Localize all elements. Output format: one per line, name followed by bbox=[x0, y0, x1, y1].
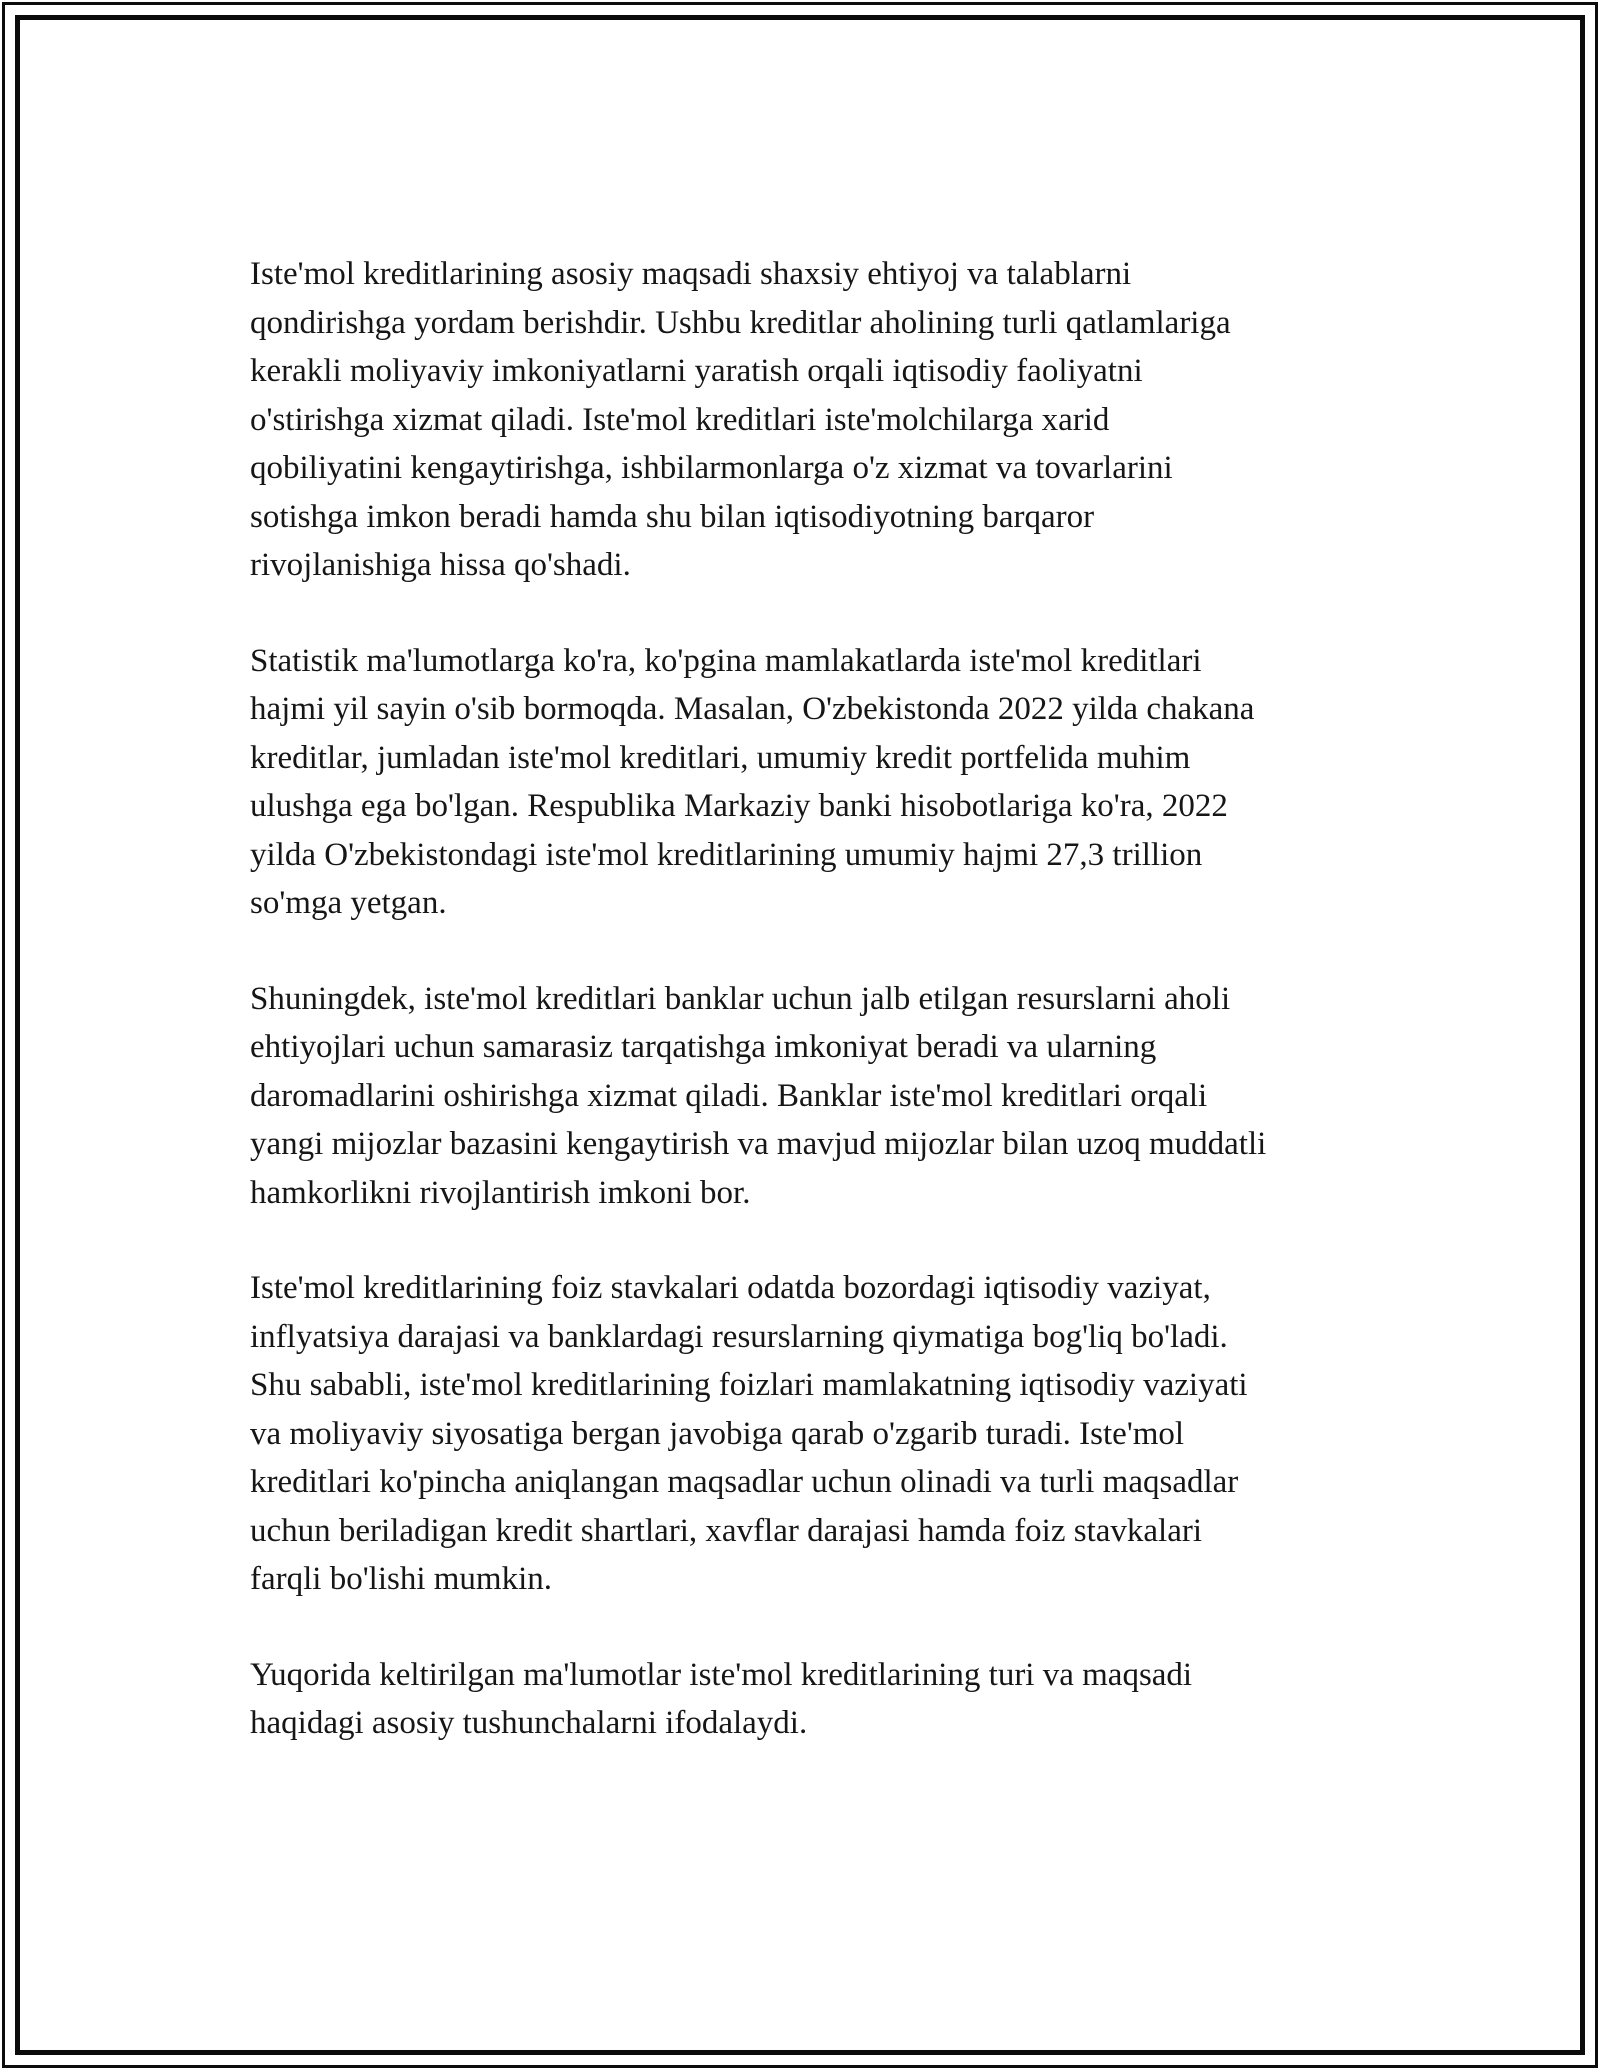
text-line: farqli bo'lishi mumkin. bbox=[250, 1561, 553, 1597]
text-line: sotishga imkon beradi hamda shu bilan iqtisodiyotning barqaror bbox=[250, 498, 1095, 535]
paragraph bbox=[250, 975, 1465, 1218]
text-line: o'stirishga xizmat qiladi. Iste'mol kreditlari iste'molchilarga xarid bbox=[250, 401, 1110, 438]
text-line: Shu sababli, iste'mol kreditlarining foizlari mamlakatning iqtisodiy vaziyati bbox=[250, 1367, 1248, 1403]
text-line: kreditlari ko'pincha aniqlangan maqsadlar uchun olinadi va turli maqsadlar bbox=[250, 1464, 1239, 1500]
paragraph bbox=[250, 250, 1465, 590]
text-line: Statistik ma'lumotlarga ko'ra, ko'pgina mamlakatlarda iste'mol kreditlari bbox=[250, 642, 1202, 679]
page-border-inner bbox=[15, 15, 1585, 2055]
text-line: va moliyaviy siyosatiga bergan javobiga qarab o'zgarib turadi. Iste'mol bbox=[250, 1415, 1185, 1452]
text-line: hajmi yil sayin o'sib bormoqda. Masalan, O'zbekistonda 2022 yilda chakana bbox=[250, 691, 1255, 727]
text-line: Yuqorida keltirilgan ma'lumotlar iste'mol kreditlarining turi va maqsadi bbox=[250, 1656, 1193, 1693]
document-text-block bbox=[250, 250, 1465, 1748]
text-line: rivojlanishiga hissa qo'shadi. bbox=[250, 547, 631, 583]
text-line: yilda O'zbekistondagi iste'mol kreditlarining umumiy hajmi 27,3 trillion bbox=[250, 836, 1203, 873]
text-line: yangi mijozlar bazasini kengaytirish va mavjud mijozlar bilan uzoq muddatli bbox=[250, 1126, 1267, 1162]
text-line: ulushga ega bo'lgan. Respublika Markaziy banki hisobotlariga ko'ra, 2022 bbox=[250, 788, 1228, 824]
text-line: Iste'mol kreditlarining foiz stavkalari odatda bozordagi iqtisodiy vaziyat, bbox=[250, 1270, 1211, 1306]
text-line: inflyatsiya darajasi va banklardagi resurslarning qiymatiga bog'liq bo'ladi. bbox=[250, 1318, 1228, 1355]
text-line: so'mga yetgan. bbox=[250, 885, 447, 921]
text-line: kerakli moliyaviy imkoniyatlarni yaratish orqali iqtisodiy faoliyatni bbox=[250, 353, 1143, 389]
text-line: Iste'mol kreditlarining asosiy maqsadi shaxsiy ehtiyoj va talablarni bbox=[250, 256, 1132, 292]
text-line: kreditlar, jumladan iste'mol kreditlari, umumiy kredit portfelida muhim bbox=[250, 739, 1191, 776]
paragraph bbox=[250, 1264, 1465, 1604]
text-line: hamkorlikni rivojlantirish imkoni bor. bbox=[250, 1174, 751, 1211]
text-line: uchun beriladigan kredit shartlari, xavflar darajasi hamda foiz stavkalari bbox=[250, 1512, 1203, 1549]
text-line: haqidagi asosiy tushunchalarni ifodalaydi. bbox=[250, 1705, 808, 1741]
text-line: ehtiyojlari uchun samarasiz tarqatishga imkoniyat beradi va ularning bbox=[250, 1029, 1157, 1065]
page-border-outer bbox=[2, 2, 1598, 2068]
paragraph bbox=[250, 1651, 1465, 1748]
text-line: Shuningdek, iste'mol kreditlari banklar uchun jalb etilgan resurslarni aholi bbox=[250, 980, 1231, 1017]
paragraph bbox=[250, 637, 1465, 928]
text-line: daromadlarini oshirishga xizmat qiladi. Banklar iste'mol kreditlari orqali bbox=[250, 1077, 1208, 1114]
text-line: qondirishga yordam berishdir. Ushbu kreditlar aholining turli qatlamlariga bbox=[250, 304, 1231, 341]
text-line: qobiliyatini kengaytirishga, ishbilarmonlarga o'z xizmat va tovarlarini bbox=[250, 450, 1173, 486]
